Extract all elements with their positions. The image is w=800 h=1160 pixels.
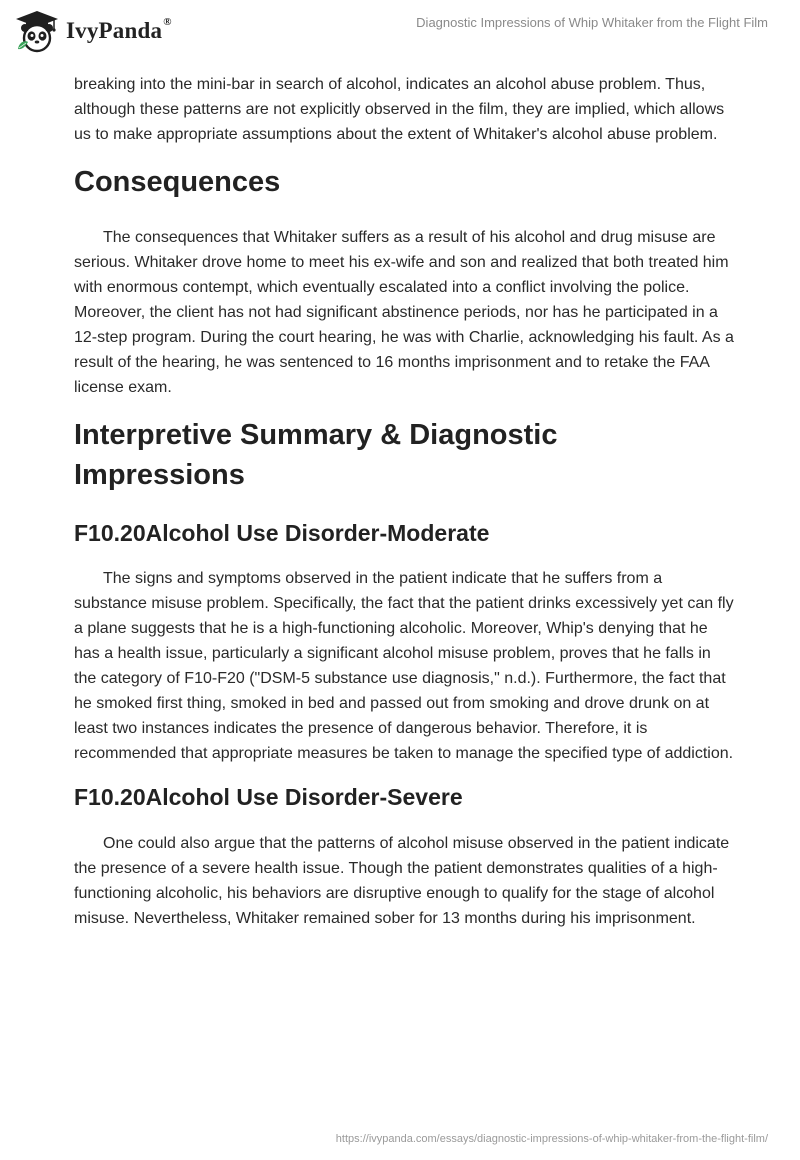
interpretive-heading-line1: Interpretive Summary & Diagnostic <box>74 419 558 451</box>
consequences-paragraph: The consequences that Whitaker suffers as a result of his alcohol and drug misuse are serious. Whitaker drove home to meet his ex-wife and son and realized that both treated him with enormous contempt, which eventually escalated into a conflict involving the police. Moreover, the client has not had significant abstinence periods, nor has he participated in a 12-step program. During the court hearing, he was with Charlie, acknowledging his fault. As a result of the hearing, he was sentenced to 16 months imprisonment and to retake the FAA license exam. <box>74 229 734 396</box>
registered-mark: ® <box>163 16 172 28</box>
moderate-disorder-heading: F10.20Alcohol Use Disorder-Moderate <box>74 520 490 546</box>
page-header <box>0 0 800 66</box>
moderate-disorder-paragraph: The signs and symptoms observed in the patient indicate that he suffers from a substance misuse problem. Specifically, the fact that the patient drinks excessively yet can fly a plane suggests that he is a high-functioning alcoholic. Moreover, Whip's denying that he has a health issue, particularly a significant alcohol misuse problem, proves that he falls in the category of F10-F20 ("DSM-5 substance use diagnosis," n.d.). Furthermore, the fact that he smoked first thing, smoked in bed and passed out from smoking and drove drunk on at least two instances indicates the presence of dangerous behavior. Therefore, it is recommended that appropriate measures be taken to manage the specified type of addiction. <box>74 570 734 762</box>
interpretive-summary-heading <box>74 415 734 495</box>
ivypanda-logo[interactable] <box>14 9 172 53</box>
consequences-heading: Consequences <box>74 166 281 198</box>
severe-disorder-paragraph: One could also argue that the patterns of alcohol misuse observed in the patient indicate the presence of a severe health issue. Though the patient demonstrates qualities of a high-functioning alcoholic, his behaviors are disruptive enough to qualify for the stage of alcohol misuse. Nevertheless, Whitaker remained sober for 13 months during his imprisonment. <box>74 835 730 927</box>
document-title: Diagnostic Impressions of Whip Whitaker from the Flight Film <box>416 15 768 30</box>
intro-paragraph: breaking into the mini-bar in search of alcohol, indicates an alcohol abuse problem. Thus, although these patterns are not explicitly observed in the film, they are implied, which allows us to make appropriate assumptions about the extent of Whitaker's alcohol abuse problem. <box>74 76 725 143</box>
interpretive-heading-line2: Impressions <box>74 459 245 491</box>
brand-name: IvyPanda® <box>66 16 172 43</box>
essay-content <box>74 72 734 931</box>
severe-disorder-heading: F10.20Alcohol Use Disorder-Severe <box>74 784 463 810</box>
panda-graduate-icon <box>14 9 60 53</box>
source-url-link[interactable]: https://ivypanda.com/essays/diagnostic-impressions-of-whip-whitaker-from-the-flight-film/ <box>335 1133 768 1145</box>
